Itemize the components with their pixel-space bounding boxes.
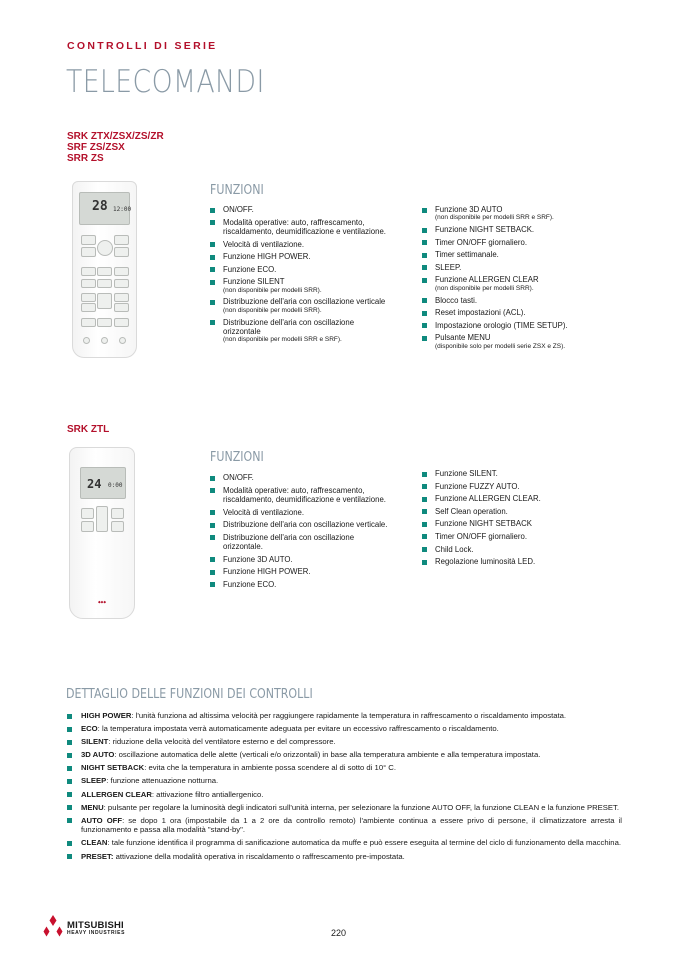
term: HIGH POWER (81, 711, 132, 720)
list-item: Funzione 3D AUTO (non disponibile per modelli SRR e SRF). (422, 205, 642, 222)
remote-control-image-2 (69, 447, 135, 619)
temp-button-icon (97, 240, 113, 256)
list-item: SLEEP: funzione attenuazione notturna. (67, 776, 622, 786)
list-item: Funzione ECO. (210, 580, 388, 589)
page-number: 220 (331, 928, 347, 938)
functions-list-2 (422, 205, 642, 353)
list-item-note: (non disponibile per modelli SRR). (435, 284, 534, 292)
button-icon (81, 508, 94, 519)
term: SILENT (81, 737, 109, 747)
small-button-icon (83, 337, 90, 344)
list-item-note: (non disponibile per modelli SRR e SRF). (435, 214, 554, 222)
list-item: ALLERGEN CLEAR: attivazione filtro antiallergenico. (67, 790, 622, 800)
term: ALLERGEN CLEAR (81, 789, 152, 799)
list-item: Modalità operative: auto, raffrescamento, riscaldamento, deumidificazione e ventilazione. (210, 486, 388, 505)
list-item: Funzione ECO. (210, 265, 388, 274)
list-item-note: (non disponibile per modelli SRR). (223, 306, 322, 314)
list-item: Reset impostazioni (ACL). (422, 308, 642, 317)
list-item-note: (non disponibile per modelli SRR). (223, 286, 322, 294)
button-icon (81, 521, 94, 532)
list-item: CLEAN: tale funzione identifica il programma di sanificazione automatica da muffe e può essere eseguita al termine del ciclo di funzionamento della macchina. (67, 838, 622, 848)
list-item: HIGH POWER: l'unità funziona ad altissima velocità per raggiungere rapidamente la temperatura in raffrescamento o riscaldamento impostata. (67, 711, 622, 721)
list-item: Distribuzione dell'aria con oscillazione verticale. (210, 520, 388, 529)
term: NIGHT SETBACK (81, 763, 145, 773)
fan-speed-button-icon (114, 247, 129, 257)
button-icon (81, 318, 96, 327)
list-item: Funzione NIGHT SETBACK (422, 519, 642, 528)
button-icon (97, 267, 112, 276)
remote-display (80, 467, 126, 499)
list-item: ON/OFF. (210, 473, 388, 482)
functions-list-3 (210, 473, 388, 593)
list-item: Funzione HIGH POWER. (210, 252, 388, 261)
term: MENU (81, 802, 104, 812)
button-icon (114, 293, 129, 302)
term: 3D AUTO (81, 750, 115, 760)
model-name: SRR ZS (67, 153, 104, 164)
button-icon (114, 303, 129, 312)
button-icon (111, 508, 124, 519)
list-item: Funzione ALLERGEN CLEAR. (422, 494, 642, 503)
display-time: 0:00 (108, 482, 123, 489)
list-item: Funzione 3D AUTO. (210, 555, 388, 564)
list-item: PRESET: attivazione della modalità operativa in riscaldamento o raffrescamento pre-impostata. (67, 852, 622, 862)
model-name: SRF ZS/ZSX (67, 142, 125, 153)
term: ECO (81, 724, 98, 734)
list-item: Funzione NIGHT SETBACK. (422, 225, 642, 234)
button-icon (97, 279, 112, 288)
brand-name: MITSUBISHI (67, 920, 124, 931)
list-item: SILENT: riduzione della velocità del ventilatore esterno e del compressore. (67, 737, 622, 747)
onoff-button-icon (114, 235, 129, 245)
brand-mark-icon: ◆◆◆ (97, 600, 107, 604)
list-item: 3D AUTO: oscillazione automatica delle alette (verticali e/o orizzontali) in base alla temperatura ambiente e alla temperatura impostata. (67, 750, 622, 760)
button-icon (114, 279, 129, 288)
brand-subtitle: HEAVY INDUSTRIES (67, 930, 126, 936)
functions-heading: FUNZIONI (210, 450, 264, 465)
button-icon (114, 267, 129, 276)
list-item: Pulsante MENU (disponibile solo per modelli serie ZSX e ZS). (422, 333, 642, 350)
button-icon (97, 318, 112, 327)
page-title: TELECOMANDI (66, 64, 265, 100)
list-item: SLEEP. (422, 263, 642, 272)
term: CLEAN (81, 838, 108, 848)
button-icon (114, 318, 129, 327)
list-item-note: (disponibile solo per modelli serie ZSX e ZS). (435, 342, 566, 350)
list-item: Funzione SILENT (non disponibile per modelli SRR). (210, 277, 388, 294)
list-item: MENU: pulsante per regolare la luminosità degli indicatori sull'unità interna, per selezionare la funzione AUTO OFF, la funzione CLEAN e la funzione PRESET. (67, 803, 622, 813)
list-item: Funzione ALLERGEN CLEAR (non disponibile per modelli SRR). (422, 275, 642, 292)
list-item: Distribuzione dell'aria con oscillazione verticale (non disponibile per modelli SRR). (210, 297, 388, 314)
list-item: Regolazione luminosità LED. (422, 557, 642, 566)
hipower-button-icon (81, 247, 96, 257)
functions-list-1 (210, 205, 388, 347)
term: AUTO OFF (81, 815, 123, 825)
model-name: SRK ZTL (67, 424, 110, 435)
list-item: Funzione SILENT. (422, 469, 642, 478)
list-item: Timer settimanale. (422, 250, 642, 259)
small-button-icon (119, 337, 126, 344)
list-item: Velocità di ventilazione. (210, 508, 388, 517)
three-diamonds-icon (40, 915, 66, 937)
functions-heading: FUNZIONI (210, 183, 264, 198)
display-temperature: 28 (92, 199, 108, 214)
term: SLEEP (81, 776, 107, 786)
list-item: NIGHT SETBACK: evita che la temperatura in ambiente possa scendere al di sotto di 10° C. (67, 763, 622, 773)
small-button-icon (101, 337, 108, 344)
models-block-1 (67, 131, 164, 164)
term: PRESET: (81, 851, 114, 861)
button-icon (81, 293, 96, 302)
remote-display (79, 192, 130, 225)
list-item: Funzione HIGH POWER. (210, 567, 388, 576)
functions-list-4 (422, 469, 642, 570)
list-item: Modalità operative: auto, raffrescamento, riscaldamento, deumidificazione e ventilazione. (210, 218, 388, 237)
list-item: ECO: la temperatura impostata verrà automaticamente adeguata per evitare un eccessivo raffrescamento o riscaldamento. (67, 724, 622, 734)
list-item: Distribuzione dell'aria con oscillazione orizzontale (non disponibile per modelli SRR e SRF). (210, 318, 388, 344)
details-heading: DETTAGLIO DELLE FUNZIONI DEI CONTROLLI (66, 687, 313, 702)
list-item: Timer ON/OFF giornaliero. (422, 238, 642, 247)
display-temperature: 24 (87, 477, 102, 491)
list-item: Funzione FUZZY AUTO. (422, 482, 642, 491)
arrow-buttons-icon (97, 293, 112, 309)
display-time: 12:00 (113, 206, 132, 213)
list-item: Distribuzione dell'aria con oscillazione orizzontale. (210, 533, 388, 552)
list-item: ON/OFF. (210, 205, 388, 214)
list-item: AUTO OFF: se dopo 1 ora (impostabile da 1 a 2 ore da controllo remoto) l'ambiente continua a essere privo di persone, il climatizzatore arresta il funzionamento e passa alla modalità "stand-by". (67, 816, 622, 835)
temp-button-icon (96, 506, 108, 532)
button-icon (81, 279, 96, 288)
details-list (67, 711, 622, 865)
list-item: Velocità di ventilazione. (210, 240, 388, 249)
list-item: Impostazione orologio (TIME SETUP). (422, 321, 642, 330)
series-label: CONTROLLI DI SERIE (67, 40, 218, 52)
button-icon (111, 521, 124, 532)
mode-button-icon (81, 235, 96, 245)
list-item: Timer ON/OFF giornaliero. (422, 532, 642, 541)
button-icon (81, 267, 96, 276)
list-item: Blocco tasti. (422, 296, 642, 305)
remote-control-image-1 (72, 181, 137, 358)
list-item-note: (non disponibile per modelli SRR e SRF). (223, 336, 342, 344)
button-icon (81, 303, 96, 312)
model-name: SRK ZTX/ZSX/ZS/ZR (67, 131, 164, 142)
list-item: Child Lock. (422, 545, 642, 554)
list-item: Self Clean operation. (422, 507, 642, 516)
